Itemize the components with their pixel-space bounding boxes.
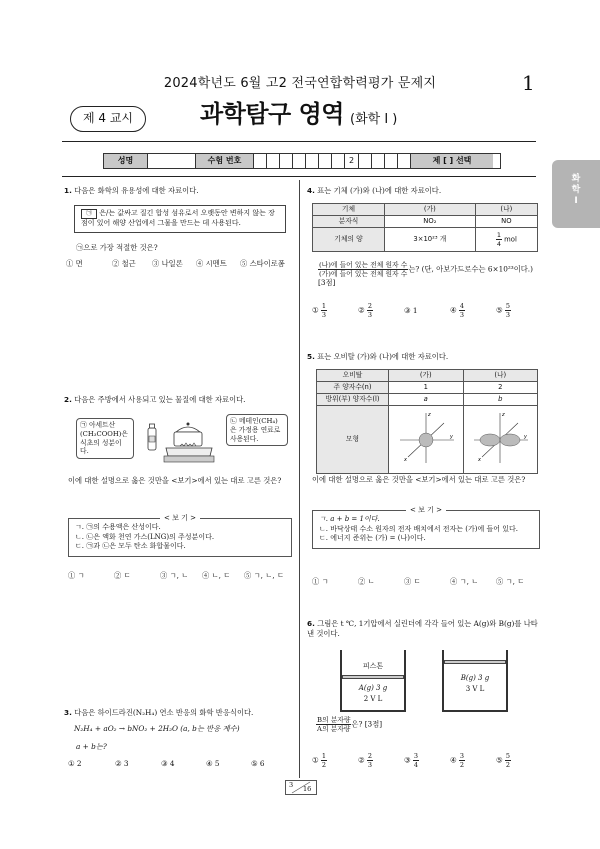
- q5-table: [316, 369, 538, 474]
- svg-text:x: x: [403, 456, 407, 463]
- current-page: 3: [289, 781, 294, 789]
- exam-digit-fixed: 2: [345, 154, 359, 168]
- boga-item: ㄷ. ㉠과 ㉡은 모두 탄소 화합물이다.: [75, 542, 186, 551]
- exam-title: 2024학년도 6월 고2 전국연합학력평가 문제지: [163, 76, 437, 91]
- right-volume-label: 3 V L: [465, 685, 485, 693]
- table-cell: $\frac{1}{4}$ mol: [475, 228, 537, 252]
- svg-text:y: y: [524, 433, 528, 440]
- q2-label-methane: ㉡ 메테인(CH₄)은 가정용 연료로 사용된다.: [226, 414, 288, 446]
- table-cell: NO: [475, 216, 537, 228]
- svg-text:z: z: [427, 411, 431, 418]
- table-cell: a: [389, 394, 464, 406]
- option[interactable]: ① 2: [68, 759, 82, 768]
- option[interactable]: ⑤ ㄱ, ㄷ: [496, 577, 525, 586]
- option[interactable]: ⑤ 6: [251, 759, 265, 768]
- exam-digit-box[interactable]: [385, 154, 398, 168]
- q3-question: a + b는?: [76, 742, 107, 751]
- name-field[interactable]: [148, 154, 196, 168]
- s-orbital-icon: [394, 407, 458, 469]
- option[interactable]: ④ $\frac{4}{3}$: [450, 302, 465, 319]
- option[interactable]: ① 면: [66, 259, 83, 268]
- option[interactable]: ② $\frac{2}{3}$: [358, 302, 373, 319]
- piston-label: 피스톤: [362, 662, 384, 670]
- svg-text:z: z: [502, 411, 505, 418]
- option[interactable]: ⑤ $\frac{5}{2}$: [496, 752, 511, 769]
- option[interactable]: ③ 1: [404, 305, 418, 315]
- q2-label-acetic: ㉠ 아세트산 (CH₃COOH)은 식초의 성분이다.: [76, 418, 134, 459]
- table-cell: 기체: [313, 204, 385, 216]
- boga-item: ㄱ. a + b = 1이다.: [319, 515, 380, 524]
- table-cell: 3×10²³ 개: [385, 228, 476, 252]
- table-cell: (나): [475, 204, 537, 216]
- q5-options: [312, 577, 540, 587]
- exam-digit-box[interactable]: [254, 154, 267, 168]
- table-cell: (가): [385, 204, 476, 216]
- table-cell: 1: [389, 382, 464, 394]
- q4-stem: 표는 기체 (가)와 (나)에 대한 자료이다.: [317, 186, 442, 195]
- right-gas-label: B(g) 3 g: [460, 674, 490, 682]
- question-3: 3. 다음은 하이드라진(N₂H₄) 연소 반응의 화학 반응식이다.: [64, 708, 254, 717]
- exam-digit-box[interactable]: [332, 154, 345, 168]
- q5-question: 이에 대한 설명으로 옳은 것만을 <보기>에서 있는 대로 고른 것은?: [312, 475, 526, 484]
- q2-stem: 다음은 주방에서 사용되고 있는 물질에 대한 자료이다.: [74, 395, 246, 404]
- page-indicator: [285, 780, 317, 795]
- option[interactable]: ③ ㄱ, ㄴ: [160, 571, 189, 580]
- table-cell: 기체의 양: [313, 228, 385, 252]
- left-volume-label: 2 V L: [363, 695, 383, 703]
- q2-boga-box: [68, 514, 292, 557]
- table-cell: 오비탈: [317, 370, 389, 382]
- q4-table: [312, 203, 538, 252]
- table-cell: 모형: [317, 406, 389, 474]
- option[interactable]: ③ ㄷ: [404, 577, 421, 586]
- left-piston: [342, 675, 404, 679]
- q2-figure: [76, 414, 288, 468]
- q1-options: [66, 259, 296, 269]
- option[interactable]: ④ 5: [206, 759, 220, 768]
- boga-title: < 보 기 >: [406, 506, 446, 514]
- option[interactable]: ② ㄷ: [114, 571, 131, 580]
- option[interactable]: ① ㄱ: [68, 571, 85, 580]
- right-piston: [444, 660, 506, 664]
- table-cell: (가): [389, 370, 464, 382]
- q2-options: [68, 571, 296, 581]
- q3-equation: N₂H₄ + aO₂ → bNO₂ + 2H₂O (a, b는 반응 계수): [74, 724, 240, 733]
- subject-side-tab: 화 학 I: [552, 160, 600, 228]
- boga-title: < 보 기 >: [160, 514, 200, 522]
- exam-no-label: 수험 번호: [196, 154, 254, 168]
- total-pages: 16: [303, 785, 312, 793]
- exam-digit-box[interactable]: [293, 154, 306, 168]
- q5-boga-box: [312, 506, 540, 549]
- option[interactable]: ③ 나일론: [152, 259, 183, 268]
- q1-passage: 은/는 값싸고 질긴 합성 섬유로서 오랫동안 변하지 않는 장점이 있어 해양 산업에서 그물을 만드는 데 사용된다.: [81, 209, 275, 228]
- option[interactable]: ② $\frac{2}{3}$: [358, 752, 373, 769]
- exam-digit-box[interactable]: [359, 154, 372, 168]
- option[interactable]: ② 철근: [112, 259, 136, 268]
- table-cell: b: [463, 394, 538, 406]
- info-rule: [62, 176, 536, 177]
- header-rule: [62, 141, 536, 142]
- svg-text:x: x: [478, 456, 482, 463]
- option[interactable]: ⑤ ㄱ, ㄴ, ㄷ: [244, 571, 285, 580]
- q6-cylinder-figure: [340, 650, 520, 712]
- subject-subtitle: (화학 I ): [350, 112, 398, 127]
- question-5: 5. 표는 오비탈 (가)와 (나)에 대한 자료이다.: [307, 352, 449, 361]
- table-cell: 분자식: [313, 216, 385, 228]
- column-divider: [299, 180, 300, 778]
- question-1: 1. 다음은 화학의 유용성에 대한 자료이다.: [64, 186, 199, 195]
- question-4: 4. 표는 기체 (가)와 (나)에 대한 자료이다.: [307, 186, 442, 195]
- svg-text:y: y: [449, 433, 453, 440]
- q4-question: $\frac{\text{(나)에 들어 있는 전체 원자 수}}{\text{(가)에 들어 있는 전체 원자 수}}$ 는? (단, 아보가드로수는 6×10²³이다.) [3점]: [318, 261, 533, 287]
- q6-stem: 그림은 t ℃, 1기압에서 실린더에 각각 들어 있는 A(g)와 B(g)를 나타낸 것이다.: [307, 619, 538, 638]
- q1-stem: 다음은 화학의 유용성에 대한 자료이다.: [74, 186, 199, 195]
- exam-digit-box[interactable]: [267, 154, 280, 168]
- q1-blank: ㉠: [81, 209, 97, 219]
- option[interactable]: ⑤ 스타이로폼: [240, 259, 285, 268]
- option[interactable]: ② ㄴ: [358, 577, 375, 586]
- table-cell: (나): [463, 370, 538, 382]
- orbital-p-model: [463, 406, 538, 474]
- q2-question: 이에 대한 설명으로 옳은 것만을 <보기>에서 있는 대로 고른 것은?: [68, 476, 282, 485]
- option[interactable]: ④ ㄴ, ㄷ: [202, 571, 231, 580]
- option[interactable]: ④ $\frac{3}{2}$: [450, 752, 465, 769]
- q1-passage-box: [74, 205, 286, 233]
- info-bar: [103, 153, 501, 169]
- exam-digit-box[interactable]: [306, 154, 319, 168]
- orbital-s-model: [389, 406, 464, 474]
- choice-label: 제 [ ] 선택: [411, 154, 493, 168]
- boga-item: ㄷ. 에너지 준위는 (가) = (나)이다.: [319, 534, 426, 543]
- subject-title: 과학탐구 영역: [200, 100, 344, 128]
- stove-illustration: [146, 418, 224, 470]
- q6-question: $\frac{\text{B의 분자량}}{\text{A의 분자량}}$ 은? [3점]: [317, 716, 383, 733]
- option[interactable]: ② 3: [115, 759, 129, 768]
- name-label: 성명: [104, 154, 148, 168]
- exam-digit-box[interactable]: [280, 154, 293, 168]
- option[interactable]: ④ ㄱ, ㄴ: [450, 577, 479, 586]
- question-2: 2. 다음은 주방에서 사용되고 있는 물질에 대한 자료이다.: [64, 395, 246, 404]
- option[interactable]: ⑤ $\frac{5}{3}$: [496, 302, 511, 319]
- p-orbital-icon: [468, 407, 532, 469]
- table-cell: 방위(부) 양자수(l): [317, 394, 389, 406]
- page-number: 1: [522, 71, 535, 95]
- question-6: 6. 그림은 t ℃, 1기압에서 실린더에 각각 들어 있는 A(g)와 B(g)를 나타낸 것이다.: [307, 619, 538, 638]
- left-gas-label: A(g) 3 g: [358, 684, 388, 692]
- q3-stem: 다음은 하이드라진(N₂H₄) 연소 반응의 화학 반응식이다.: [74, 708, 254, 717]
- boga-item: ㄴ. ㉡은 액화 천연 가스(LNG)의 주성분이다.: [75, 532, 215, 541]
- q6-options: [312, 752, 540, 769]
- option[interactable]: ① ㄱ: [312, 577, 329, 586]
- exam-digit-box[interactable]: [319, 154, 332, 168]
- q3-options: [68, 759, 296, 769]
- period-badge: 제 4 교시: [70, 106, 146, 132]
- table-cell: 주 양자수(n): [317, 382, 389, 394]
- exam-digit-box[interactable]: [398, 154, 411, 168]
- q4-options: [312, 302, 540, 319]
- option[interactable]: ① $\frac{1}{3}$: [312, 302, 327, 319]
- exam-digit-box[interactable]: [372, 154, 385, 168]
- option[interactable]: ③ 4: [161, 759, 175, 768]
- boga-item: ㄱ. ㉠의 수용액은 산성이다.: [75, 523, 161, 532]
- table-cell: 2: [463, 382, 538, 394]
- q5-stem: 표는 오비탈 (가)와 (나)에 대한 자료이다.: [317, 352, 449, 361]
- boga-item: ㄴ. 바닥상태 수소 원자의 전자 배치에서 전자는 (가)에 들어 있다.: [319, 524, 518, 533]
- option[interactable]: ④ 시멘트: [196, 259, 227, 268]
- q1-question: ㉠으로 가장 적절한 것은?: [76, 243, 158, 252]
- option[interactable]: ③ $\frac{3}{4}$: [404, 752, 419, 769]
- table-cell: NO₂: [385, 216, 476, 228]
- option[interactable]: ① $\frac{1}{2}$: [312, 752, 327, 769]
